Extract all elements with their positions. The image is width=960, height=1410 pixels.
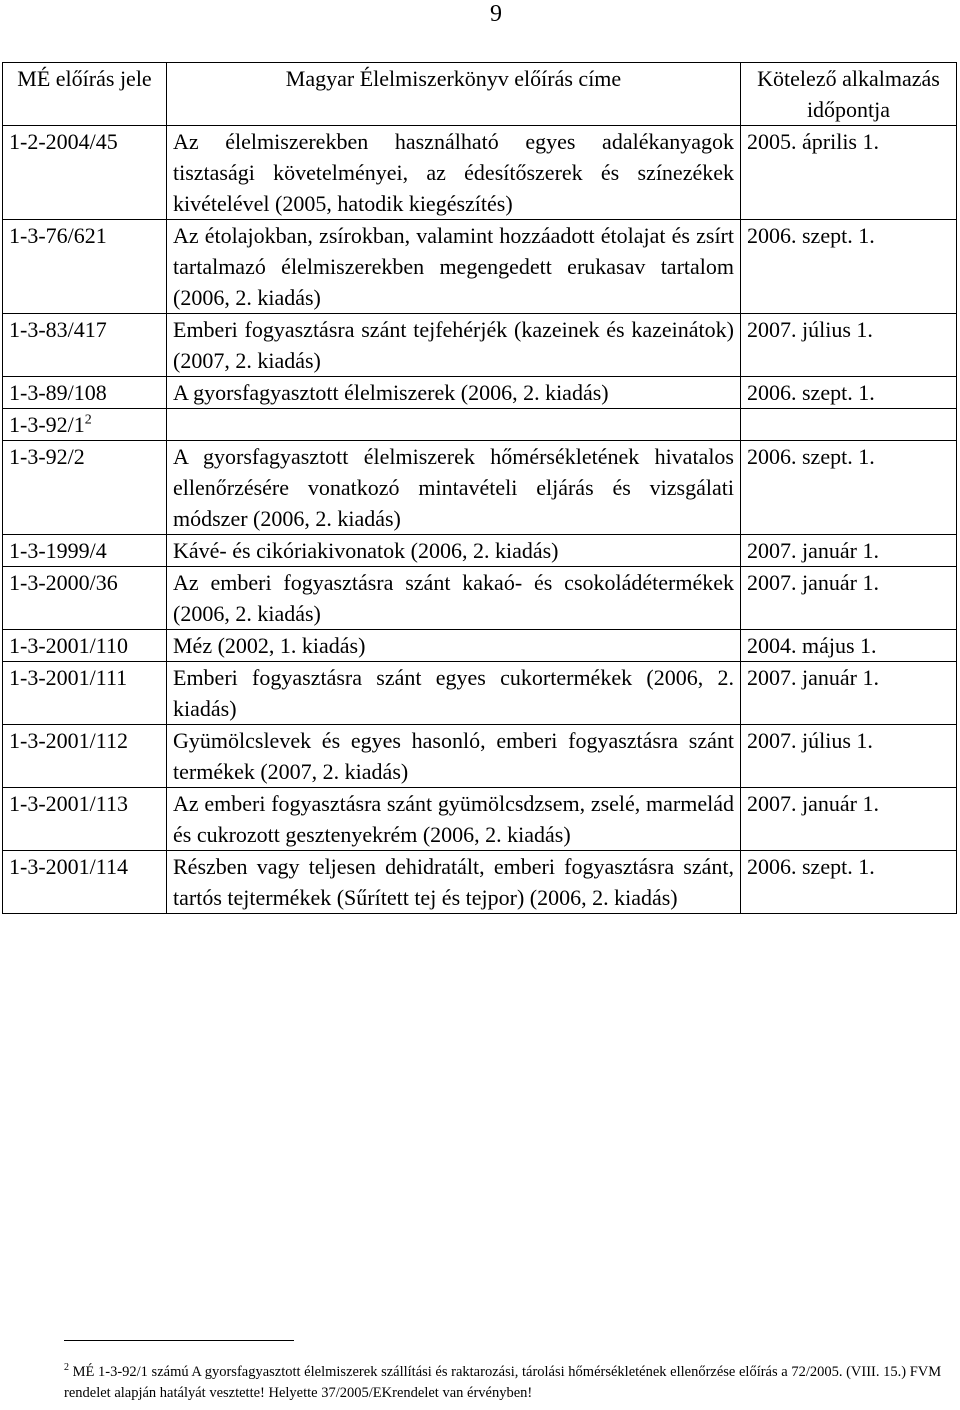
row-title: Az emberi fogyasztásra szánt gyümölcsdzsem, zselé, marmelád és cukrozott gesztenyekrém (2006, 2. kiadás): [167, 788, 741, 851]
row-code: 1-3-2001/113: [3, 788, 167, 851]
row-title: Emberi fogyasztásra szánt tejfehérjék (kazeinek és kazeinátok) (2007, 2. kiadás): [167, 314, 741, 377]
row-code-text: 1-3-92/1: [9, 412, 85, 437]
row-code: 1-3-76/621: [3, 220, 167, 314]
row-code: 1-3-89/108: [3, 377, 167, 409]
table-row: [3, 535, 957, 567]
row-title: Gyümölcslevek és egyes hasonló, emberi fogyasztásra szánt termékek (2007, 2. kiadás): [167, 725, 741, 788]
table-row: [3, 441, 957, 535]
row-title: A gyorsfagyasztott élelmiszerek hőmérsékletének hivatalos ellenőrzésére vonatkozó mintavételi eljárás és vizsgálati módszer (2006, 2. kiadás): [167, 441, 741, 535]
row-code: 1-3-92/2: [3, 441, 167, 535]
row-date: 2006. szept. 1.: [741, 377, 957, 409]
table-row: [3, 314, 957, 377]
footnote: [64, 1362, 949, 1404]
row-title: Emberi fogyasztásra szánt egyes cukortermékek (2006, 2. kiadás): [167, 662, 741, 725]
table-row: [3, 567, 957, 630]
row-date: 2006. szept. 1.: [741, 851, 957, 914]
row-date: 2007. július 1.: [741, 314, 957, 377]
table-row: [3, 788, 957, 851]
row-code: 1-3-83/417: [3, 314, 167, 377]
footnote-ref: 2: [84, 412, 92, 428]
table-row: [3, 662, 957, 725]
row-title: Kávé- és cikóriakivonatok (2006, 2. kiadás): [167, 535, 741, 567]
table-row: [3, 630, 957, 662]
row-code: 1-3-2001/114: [3, 851, 167, 914]
page-number: 9: [490, 1, 502, 27]
header-code: MÉ előírás jele: [3, 63, 167, 126]
row-title: [167, 409, 741, 441]
footnote-text: MÉ 1-3-92/1 számú A gyorsfagyasztott élelmiszerek szállítási és raktarozási, tárolási hőmérsékletének ellenőrzése előírás a 72/2005. (VIII. 15.) FVM rendelet alapján hatályát vesztette! Helyette 37/2005/EKrendelet van érvényben!: [64, 1364, 942, 1401]
row-date: 2007. július 1.: [741, 725, 957, 788]
table-row: [3, 409, 957, 441]
table-row: [3, 725, 957, 788]
row-date: 2007. január 1.: [741, 788, 957, 851]
table-header-row: [3, 63, 957, 126]
row-date: 2005. április 1.: [741, 126, 957, 220]
table-row: [3, 851, 957, 914]
row-date: 2004. május 1.: [741, 630, 957, 662]
row-title: Az élelmiszerekben használható egyes adalékanyagok tisztasági követelményei, az édesítőszerek és színezékek kivételével (2005, hatodik kiegészítés): [167, 126, 741, 220]
footnote-separator: [64, 1340, 294, 1341]
row-date: 2007. január 1.: [741, 662, 957, 725]
row-code: 1-3-2001/112: [3, 725, 167, 788]
table-row: [3, 377, 957, 409]
row-title: Méz (2002, 1. kiadás): [167, 630, 741, 662]
header-title: Magyar Élelmiszerkönyv előírás címe: [167, 63, 741, 126]
row-code: [3, 409, 167, 441]
row-code: 1-2-2004/45: [3, 126, 167, 220]
row-title: Az étolajokban, zsírokban, valamint hozzáadott étolajat és zsírt tartalmazó élelmiszerekben megengedett erukasav tartalom (2006, 2. kiadás): [167, 220, 741, 314]
row-date: [741, 409, 957, 441]
row-date: 2006. szept. 1.: [741, 220, 957, 314]
row-date: 2006. szept. 1.: [741, 441, 957, 535]
row-date: 2007. január 1.: [741, 535, 957, 567]
table-row: [3, 220, 957, 314]
row-title: A gyorsfagyasztott élelmiszerek (2006, 2. kiadás): [167, 377, 741, 409]
row-code: 1-3-2001/110: [3, 630, 167, 662]
row-code: 1-3-2000/36: [3, 567, 167, 630]
row-date: 2007. január 1.: [741, 567, 957, 630]
footnote-marker: 2: [64, 1362, 69, 1374]
standards-table: [2, 62, 957, 914]
row-code: 1-3-1999/4: [3, 535, 167, 567]
row-title: Az emberi fogyasztásra szánt kakaó- és csokoládétermékek (2006, 2. kiadás): [167, 567, 741, 630]
row-title: Részben vagy teljesen dehidratált, emberi fogyasztásra szánt, tartós tejtermékek (Sűrített tej és tejpor) (2006, 2. kiadás): [167, 851, 741, 914]
table-row: [3, 126, 957, 220]
header-date: Kötelező alkalmazás időpontja: [741, 63, 957, 126]
row-code: 1-3-2001/111: [3, 662, 167, 725]
